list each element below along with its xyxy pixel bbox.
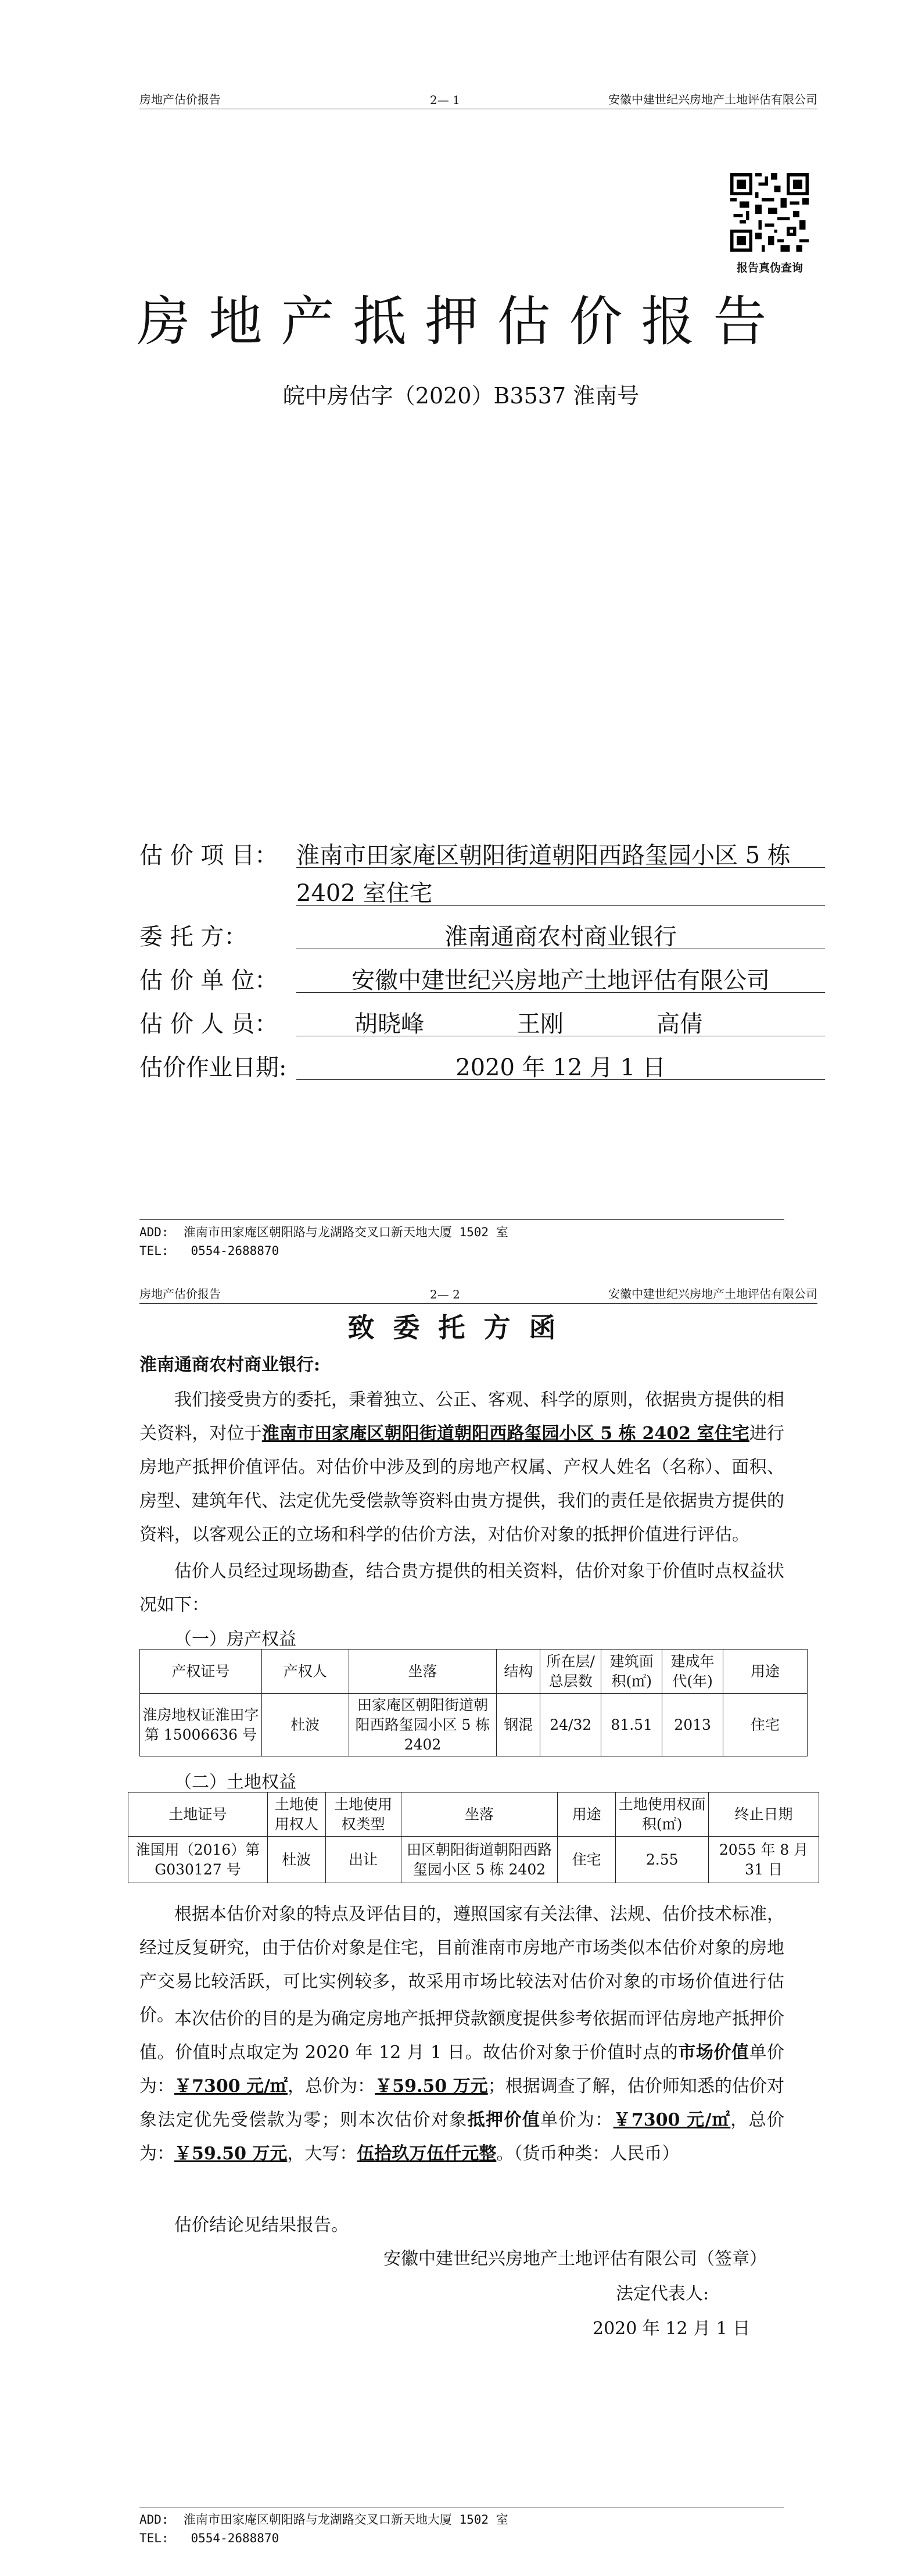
work-date-value: 2020 年 12 月 1 日 (296, 1049, 825, 1080)
header-company: 安徽中建世纪兴房地产土地评估有限公司 (608, 92, 817, 106)
conclusion-text: 单价为： (540, 2110, 614, 2130)
table-header-cell: 用途 (723, 1650, 808, 1694)
project-row (139, 837, 825, 872)
client-row (139, 918, 825, 953)
intro-text-rest: 进行房地产抵押价值评估。对估价中涉及到的房地产权属、产权人姓名（名称）、面积、房型、建筑年代、法定优先受偿款等资料由贵方提供，我们的责任是依据贵方提供的资料，以客观公正的立场和科学的估价方法，对估价对象的抵押价值进行评估。 (139, 1423, 785, 1545)
project-label: 估 价 项 目： (139, 842, 278, 869)
table-header-cell: 结构 (497, 1650, 540, 1694)
appraiser-org-value: 安徽中建世纪兴房地产土地评估有限公司 (296, 962, 825, 993)
footer-address: ADD: 淮南市田家庵区朝阳路与龙湖路交叉口新天地大厦 1502 室 (139, 1225, 508, 1239)
table-header-cell: 终止日期 (709, 1793, 819, 1837)
table-cell: 81.51 (601, 1694, 662, 1756)
amount-in-words: 伍拾玖万伍仟元整 (357, 2144, 497, 2164)
property-rights-title: （一）房产权益 (174, 1629, 296, 1650)
footer-divider (139, 1219, 784, 1220)
market-total-price: ￥59.50 万元 (375, 2076, 488, 2096)
header-page-number: 2— 1 (430, 93, 460, 107)
qr-code-icon (730, 173, 809, 252)
footer-address: ADD: 淮南市田家庵区朝阳路与龙湖路交叉口新天地大厦 1502 室 (139, 2513, 508, 2527)
client-label: 委 托 方： (139, 924, 247, 950)
appraiser-org-label: 估 价 单 位： (139, 967, 278, 994)
table-cell: 住宅 (558, 1837, 616, 1883)
table-cell: 杜波 (267, 1837, 325, 1883)
table-header-cell: 土地证号 (128, 1793, 268, 1837)
appraisers-label: 估 价 人 员： (139, 1011, 278, 1037)
table-cell: 淮房地权证淮田字第 15006636 号 (140, 1694, 262, 1756)
salutation: 淮南通商农村商业银行: (139, 1355, 321, 1375)
conclusion-text: ，总价为： (288, 2076, 375, 2096)
paragraph-method: 根据本估价对象的特点及评估目的，遵照国家有关法律、法规、估价技术标准，经过反复研究，由于估价对象是住宅，目前淮南市房地产市场类似本估价对象的房地产交易比较活跃，可比实例较多，故采用市场比较法对估价对象的市场价值进行估价。 (139, 1904, 784, 2026)
table-cell: 田区朝阳街道朝阳西路玺园小区 5 栋 2402 (401, 1837, 558, 1883)
table-header-cell: 坐落 (349, 1650, 497, 1694)
table-header-cell: 建筑面积(㎡) (601, 1650, 662, 1694)
table-header-cell: 坐落 (401, 1793, 558, 1837)
table-cell: 田家庵区朝阳街道朝阳西路玺园小区 5 栋 2402 (349, 1694, 497, 1756)
market-unit-price: ￥7300 元/㎡ (174, 2076, 288, 2096)
page-header (139, 87, 817, 109)
header-left: 房地产估价报告 (139, 92, 221, 106)
letter-title: 致委托方函 (347, 1312, 575, 1343)
page-header (139, 1282, 817, 1304)
work-date-label: 估价作业日期: (139, 1054, 287, 1081)
footer-tel: TEL: 0554-2688870 (139, 2531, 279, 2545)
conclusion-text: ，大写： (287, 2144, 357, 2164)
conclusion-text: 本次估价的目的是为确定房地产抵押贷款额度提供参考依据而评估房地产抵押价值。价值时点取定为 2020 年 12 月 1 日。故估价对象于价值时点的 (139, 2009, 784, 2063)
intro-text: 我们接受贵方的委托，秉着独立、公正、客观、科学的原则，依据贵方提供的相关资料，对位于 (139, 1390, 784, 1444)
appraisers-row (139, 1006, 825, 1040)
table-header-cell: 产权证号 (140, 1650, 262, 1694)
market-value-label: 市场价值 (678, 2042, 749, 2063)
table-cell: 2013 (662, 1694, 723, 1756)
table-cell: 淮国用（2016）第 G030127 号 (128, 1837, 268, 1883)
table-row (128, 1837, 819, 1883)
mortgage-value-label: 抵押价值 (467, 2110, 541, 2130)
appraiser-name: 王刚 (517, 1011, 564, 1037)
appraiser-name: 胡晓峰 (354, 1011, 424, 1037)
land-rights-table (128, 1792, 819, 1883)
report-title: 房地产抵押估价报告 (137, 291, 785, 353)
table-header-row (128, 1793, 819, 1837)
conclusion-text: ，总价为： (139, 2110, 785, 2164)
client-value: 淮南通商农村商业银行 (296, 918, 825, 949)
table-header-cell: 产权人 (261, 1650, 349, 1694)
paragraph-intro (139, 1383, 784, 1552)
project-row-2 (139, 875, 825, 910)
table-cell: 出让 (325, 1837, 401, 1883)
paragraph-conclusion (139, 2002, 784, 2171)
appraiser-name: 高倩 (656, 1011, 703, 1037)
signature-representative: 法定代表人: (616, 2284, 709, 2304)
table-row (140, 1694, 808, 1756)
project-value-line1: 淮南市田家庵区朝阳街道朝阳西路玺园小区 5 栋 (296, 837, 825, 868)
conclusion-text: 。（货币种类：人民币） (496, 2144, 680, 2164)
paragraph-see-results: 估价结论见结果报告。 (174, 2215, 349, 2235)
table-cell: 24/32 (540, 1694, 601, 1756)
header-left: 房地产估价报告 (139, 1287, 221, 1301)
header-page-number: 2— 2 (430, 1287, 460, 1301)
appraisers-value (296, 1006, 825, 1036)
qr-caption: 报告真伪查询 (736, 262, 803, 274)
footer-tel: TEL: 0554-2688870 (139, 1244, 279, 1258)
letter-page (0, 1282, 922, 2576)
table-header-cell: 用途 (558, 1793, 616, 1837)
table-cell: 2055 年 8 月 31 日 (709, 1837, 819, 1883)
property-rights-table (139, 1649, 808, 1756)
table-header-cell: 土地使用权面积(㎡) (616, 1793, 709, 1837)
project-value-line2: 2402 室住宅 (296, 875, 825, 906)
mortgage-total-price: ￥59.50 万元 (174, 2144, 288, 2164)
table-cell: 钢混 (497, 1694, 540, 1756)
table-header-row (140, 1650, 808, 1694)
table-header-cell: 土地使用权人 (267, 1793, 325, 1837)
mortgage-unit-price: ￥7300 元/㎡ (613, 2110, 731, 2130)
report-number: 皖中房估字（2020）B3537 淮南号 (282, 383, 640, 409)
conclusion-text: ；根据调查了解，估价师知悉的估价对象法定优先受偿款为零；则本次估价对象 (139, 2076, 785, 2130)
table-header-cell: 所在层/总层数 (540, 1650, 601, 1694)
table-header-cell: 建成年代(年) (662, 1650, 723, 1694)
conclusion-text: 单价为： (139, 2042, 785, 2096)
header-company: 安徽中建世纪兴房地产土地评估有限公司 (608, 1287, 817, 1301)
land-rights-title: （二）土地权益 (174, 1772, 296, 1793)
cover-page (0, 0, 922, 1282)
work-date-row (139, 1049, 825, 1084)
property-address: 淮南市田家庵区朝阳街道朝阳西路玺园小区 5 栋 2402 室住宅 (261, 1423, 749, 1444)
table-cell: 2.55 (616, 1837, 709, 1883)
table-cell: 住宅 (723, 1694, 808, 1756)
paragraph-survey: 估价人员经过现场勘查，结合贵方提供的相关资料，估价对象于价值时点权益状况如下： (139, 1561, 784, 1615)
table-cell: 杜波 (261, 1694, 349, 1756)
appraiser-org-row (139, 962, 825, 997)
table-header-cell: 土地使用权类型 (325, 1793, 401, 1837)
signature-company: 安徽中建世纪兴房地产土地评估有限公司（签章） (383, 2249, 767, 2269)
signature-date: 2020 年 12 月 1 日 (593, 2319, 751, 2339)
